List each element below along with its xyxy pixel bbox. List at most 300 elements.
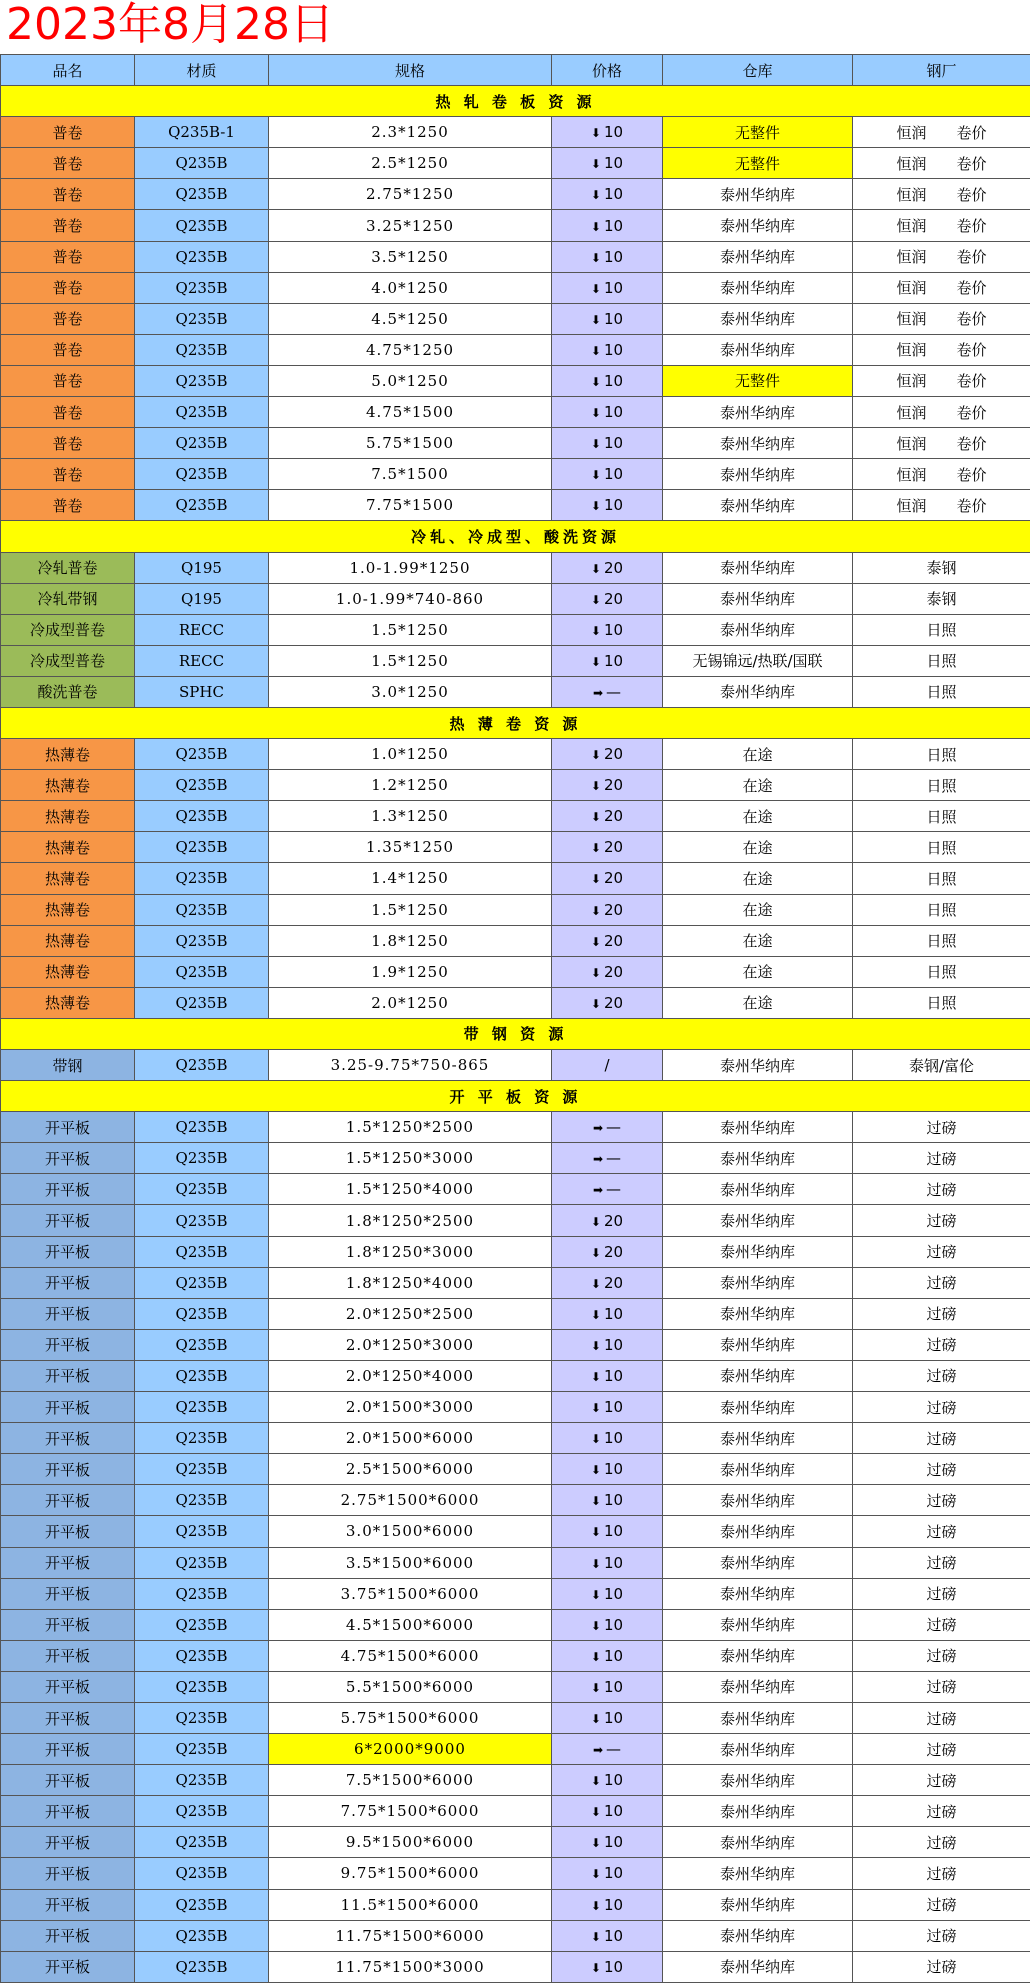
mill-cell <box>853 1827 1030 1858</box>
spec-cell: 2.0*1250*3000 <box>269 1329 552 1360</box>
product-name-cell: 开平板 <box>1 1205 135 1236</box>
section-header-row <box>1 521 1030 552</box>
price-change-value: 20 <box>604 963 623 981</box>
spec-cell: 1.2*1250 <box>269 770 552 801</box>
material-cell: RECC <box>135 614 269 645</box>
table-row <box>1 1423 1030 1454</box>
warehouse-cell: 泰州华纳库 <box>663 1640 853 1671</box>
mill-cell <box>853 334 1030 365</box>
product-name-cell: 开平板 <box>1 1485 135 1516</box>
arrow-down-icon: ⬇ <box>591 126 601 140</box>
warehouse-cell: 泰州华纳库 <box>663 1734 853 1765</box>
spec-cell: 1.0*1250 <box>269 739 552 770</box>
warehouse-cell: 泰州华纳库 <box>663 1329 853 1360</box>
price-cell <box>552 552 663 583</box>
arrow-down-icon: ⬇ <box>591 1432 601 1446</box>
arrow-down-icon: ⬇ <box>591 1867 601 1881</box>
arrow-down-icon: ⬇ <box>591 1774 601 1788</box>
spec-cell: 7.75*1500*6000 <box>269 1796 552 1827</box>
section-title: 热 轧 卷 板 资 源 <box>1 86 1030 117</box>
material-cell: Q235B <box>135 956 269 987</box>
spec-cell: 4.5*1500*6000 <box>269 1609 552 1640</box>
mill-name: 泰钢/富伦 <box>909 1057 974 1075</box>
arrow-down-icon: ⬇ <box>591 1215 601 1229</box>
spec-cell: 1.9*1250 <box>269 956 552 987</box>
material-cell: Q235B <box>135 1796 269 1827</box>
spec-cell: 9.5*1500*6000 <box>269 1827 552 1858</box>
price-basis-label: 卷价 <box>957 217 987 235</box>
spec-cell: 1.8*1250 <box>269 925 552 956</box>
arrow-down-icon: ⬇ <box>591 1463 601 1477</box>
mill-name: 日照 <box>926 839 956 857</box>
price-basis-label: 卷价 <box>957 497 987 515</box>
arrow-down-icon: ⬇ <box>591 282 601 296</box>
material-cell: Q235B <box>135 1485 269 1516</box>
mill-name: 过磅 <box>926 1181 956 1199</box>
table-row <box>1 801 1030 832</box>
material-cell: Q235B <box>135 1329 269 1360</box>
table-row <box>1 1174 1030 1205</box>
table-row <box>1 1360 1030 1391</box>
mill-name: 日照 <box>926 621 956 639</box>
mill-cell <box>853 428 1030 459</box>
mill-cell <box>853 1578 1030 1609</box>
warehouse-cell: 泰州华纳库 <box>663 1360 853 1391</box>
product-name-cell: 开平板 <box>1 1547 135 1578</box>
spec-cell: 7.5*1500 <box>269 459 552 490</box>
mill-cell <box>853 1112 1030 1143</box>
section-title: 带 钢 资 源 <box>1 1018 1030 1049</box>
product-name-cell: 普卷 <box>1 365 135 396</box>
mill-name: 恒润 <box>896 217 926 235</box>
mill-cell <box>853 1671 1030 1702</box>
warehouse-cell: 泰州华纳库 <box>663 1423 853 1454</box>
product-name-cell: 热薄卷 <box>1 987 135 1018</box>
warehouse-cell: 泰州华纳库 <box>663 459 853 490</box>
price-change-value: 10 <box>604 1896 623 1914</box>
product-name-cell: 热薄卷 <box>1 894 135 925</box>
arrow-down-icon: ⬇ <box>591 499 601 513</box>
price-table-body <box>1 55 1030 1983</box>
product-name-cell: 热薄卷 <box>1 739 135 770</box>
table-row <box>1 1485 1030 1516</box>
spec-cell: 2.75*1250 <box>269 179 552 210</box>
spec-cell: 1.0-1.99*1250 <box>269 552 552 583</box>
price-change-value: 10 <box>604 1709 623 1727</box>
table-row <box>1 1267 1030 1298</box>
col-header-price: 价格 <box>552 55 663 86</box>
price-change-value: 20 <box>604 745 623 763</box>
product-name-cell: 开平板 <box>1 1454 135 1485</box>
table-row <box>1 148 1030 179</box>
material-cell: Q235B <box>135 801 269 832</box>
table-row <box>1 117 1030 148</box>
mill-cell <box>853 272 1030 303</box>
table-row <box>1 1640 1030 1671</box>
arrow-down-icon: ⬇ <box>591 1370 601 1384</box>
arrow-down-icon: ⬇ <box>591 1494 601 1508</box>
price-cell <box>552 801 663 832</box>
mill-name: 过磅 <box>926 1150 956 1168</box>
price-change-value: 10 <box>604 248 623 266</box>
table-row <box>1 1765 1030 1796</box>
material-cell: Q235B <box>135 1547 269 1578</box>
material-cell: Q235B <box>135 863 269 894</box>
mill-cell <box>853 1485 1030 1516</box>
mill-cell <box>853 925 1030 956</box>
arrow-down-icon: ⬇ <box>591 810 601 824</box>
price-cell <box>552 117 663 148</box>
product-name-cell: 普卷 <box>1 334 135 365</box>
mill-name: 日照 <box>926 932 956 950</box>
table-row <box>1 614 1030 645</box>
mill-name: 过磅 <box>926 1834 956 1852</box>
arrow-down-icon: ⬇ <box>591 220 601 234</box>
price-change-value: 20 <box>604 901 623 919</box>
material-cell: Q235B <box>135 272 269 303</box>
warehouse-cell: 在途 <box>663 894 853 925</box>
mill-name: 日照 <box>926 901 956 919</box>
product-name-cell: 开平板 <box>1 1796 135 1827</box>
material-cell: Q235B <box>135 490 269 521</box>
mill-name: 过磅 <box>926 1523 956 1541</box>
warehouse-cell: 泰州华纳库 <box>663 1485 853 1516</box>
product-name-cell: 普卷 <box>1 272 135 303</box>
product-name-cell: 开平板 <box>1 1329 135 1360</box>
mill-name: 过磅 <box>926 1119 956 1137</box>
arrow-down-icon: ⬇ <box>591 375 601 389</box>
warehouse-cell: 泰州华纳库 <box>663 1951 853 1982</box>
product-name-cell: 普卷 <box>1 210 135 241</box>
price-change-value: 20 <box>604 1212 623 1230</box>
spec-cell: 3.25*1250 <box>269 210 552 241</box>
table-row <box>1 1734 1030 1765</box>
warehouse-cell: 泰州华纳库 <box>663 428 853 459</box>
mill-name: 日照 <box>926 652 956 670</box>
table-row <box>1 676 1030 707</box>
spec-cell: 3.75*1500*6000 <box>269 1578 552 1609</box>
table-row <box>1 459 1030 490</box>
section-header-row <box>1 1018 1030 1049</box>
price-cell <box>552 894 663 925</box>
warehouse-cell: 在途 <box>663 770 853 801</box>
arrow-down-icon: ⬇ <box>591 1681 601 1695</box>
price-cell <box>552 1951 663 1982</box>
mill-name: 过磅 <box>926 1927 956 1945</box>
price-cell <box>552 863 663 894</box>
product-name-cell: 普卷 <box>1 490 135 521</box>
table-row <box>1 1796 1030 1827</box>
product-name-cell: 开平板 <box>1 1827 135 1858</box>
mill-name: 恒润 <box>896 372 926 390</box>
arrow-down-icon: ⬇ <box>591 406 601 420</box>
product-name-cell: 普卷 <box>1 397 135 428</box>
product-name-cell: 开平板 <box>1 1298 135 1329</box>
mill-name: 过磅 <box>926 1336 956 1354</box>
material-cell: Q235B <box>135 1734 269 1765</box>
spec-cell: 4.0*1250 <box>269 272 552 303</box>
material-cell: Q235B <box>135 1640 269 1671</box>
price-change-value: 10 <box>604 1522 623 1540</box>
price-change-value: 10 <box>604 1616 623 1634</box>
spec-cell: 5.5*1500*6000 <box>269 1671 552 1702</box>
price-cell <box>552 832 663 863</box>
price-table <box>0 54 1030 1983</box>
mill-name: 过磅 <box>926 1616 956 1634</box>
warehouse-cell: 泰州华纳库 <box>663 583 853 614</box>
mill-name: 恒润 <box>896 248 926 266</box>
mill-cell <box>853 645 1030 676</box>
mill-cell <box>853 1765 1030 1796</box>
spec-cell: 11.5*1500*6000 <box>269 1889 552 1920</box>
product-name-cell: 普卷 <box>1 241 135 272</box>
table-row <box>1 1578 1030 1609</box>
mill-name: 过磅 <box>926 1710 956 1728</box>
warehouse-cell: 泰州华纳库 <box>663 1889 853 1920</box>
price-cell <box>552 1298 663 1329</box>
arrow-down-icon: ⬇ <box>591 344 601 358</box>
material-cell: Q235B <box>135 1174 269 1205</box>
material-cell: Q235B <box>135 1671 269 1702</box>
table-row <box>1 210 1030 241</box>
table-row <box>1 1671 1030 1702</box>
price-change-value: 10 <box>604 217 623 235</box>
price-cell <box>552 1796 663 1827</box>
mill-name: 恒润 <box>896 124 926 142</box>
arrow-down-icon: ⬇ <box>591 779 601 793</box>
mill-cell <box>853 397 1030 428</box>
material-cell: Q235B <box>135 770 269 801</box>
spec-cell: 6*2000*9000 <box>269 1734 552 1765</box>
price-cell <box>552 272 663 303</box>
mill-name: 过磅 <box>926 1367 956 1385</box>
mill-cell <box>853 614 1030 645</box>
warehouse-cell: 泰州华纳库 <box>663 490 853 521</box>
warehouse-cell: 泰州华纳库 <box>663 614 853 645</box>
mill-name: 过磅 <box>926 1305 956 1323</box>
warehouse-cell: 泰州华纳库 <box>663 1454 853 1485</box>
price-change-value: 10 <box>604 154 623 172</box>
section-title: 热 薄 卷 资 源 <box>1 707 1030 738</box>
warehouse-cell: 在途 <box>663 956 853 987</box>
col-header-warehouse: 仓库 <box>663 55 853 86</box>
material-cell: RECC <box>135 645 269 676</box>
table-row <box>1 1516 1030 1547</box>
spec-cell: 3.5*1250 <box>269 241 552 272</box>
arrow-down-icon: ⬇ <box>591 1899 601 1913</box>
price-cell <box>552 179 663 210</box>
product-name-cell: 冷轧普卷 <box>1 552 135 583</box>
col-header-mill: 钢厂 <box>853 55 1030 86</box>
mill-name: 日照 <box>926 808 956 826</box>
price-change-value: 20 <box>604 1274 623 1292</box>
mill-cell <box>853 117 1030 148</box>
arrow-down-icon: ⬇ <box>591 1525 601 1539</box>
product-name-cell: 开平板 <box>1 1236 135 1267</box>
spec-cell: 3.5*1500*6000 <box>269 1547 552 1578</box>
mill-cell <box>853 894 1030 925</box>
arrow-down-icon: ⬇ <box>591 904 601 918</box>
mill-name: 过磅 <box>926 1647 956 1665</box>
table-row <box>1 1609 1030 1640</box>
warehouse-cell: 泰州华纳库 <box>663 210 853 241</box>
price-cell <box>552 1702 663 1733</box>
warehouse-cell: 无整件 <box>663 117 853 148</box>
mill-cell <box>853 801 1030 832</box>
arrow-down-icon: ⬇ <box>591 251 601 265</box>
mill-name: 过磅 <box>926 1492 956 1510</box>
arrow-down-icon: ⬇ <box>591 966 601 980</box>
product-name-cell: 开平板 <box>1 1858 135 1889</box>
product-name-cell: 开平板 <box>1 1920 135 1951</box>
material-cell: Q235B <box>135 334 269 365</box>
product-name-cell: 普卷 <box>1 428 135 459</box>
material-cell: Q235B <box>135 987 269 1018</box>
price-cell <box>552 1360 663 1391</box>
page-title: 2023年8月28日 <box>6 0 334 54</box>
price-change-value: 20 <box>604 994 623 1012</box>
mill-cell <box>853 552 1030 583</box>
material-cell: Q235B <box>135 1858 269 1889</box>
spec-cell: 1.4*1250 <box>269 863 552 894</box>
price-cell <box>552 1827 663 1858</box>
table-row <box>1 1329 1030 1360</box>
product-name-cell: 冷轧带钢 <box>1 583 135 614</box>
spec-cell: 1.5*1250*4000 <box>269 1174 552 1205</box>
material-cell: Q195 <box>135 552 269 583</box>
arrow-down-icon: ⬇ <box>591 1650 601 1664</box>
spec-cell: 7.5*1500*6000 <box>269 1765 552 1796</box>
price-cell <box>552 1236 663 1267</box>
table-row <box>1 1236 1030 1267</box>
spec-cell: 9.75*1500*6000 <box>269 1858 552 1889</box>
price-cell <box>552 1516 663 1547</box>
mill-cell <box>853 1454 1030 1485</box>
section-header-row <box>1 707 1030 738</box>
price-change-value: 10 <box>604 1678 623 1696</box>
table-row <box>1 1827 1030 1858</box>
warehouse-cell: 在途 <box>663 987 853 1018</box>
price-cell <box>552 739 663 770</box>
mill-cell <box>853 490 1030 521</box>
spec-cell: 2.0*1250*2500 <box>269 1298 552 1329</box>
product-name-cell: 开平板 <box>1 1702 135 1733</box>
mill-cell <box>853 1050 1030 1081</box>
price-basis-label: 卷价 <box>957 466 987 484</box>
spec-cell: 11.75*1500*3000 <box>269 1951 552 1982</box>
arrow-down-icon: ⬇ <box>591 593 601 607</box>
spec-cell: 5.0*1250 <box>269 365 552 396</box>
material-cell: Q235B <box>135 1454 269 1485</box>
price-change-value: — <box>606 683 621 701</box>
mill-name: 恒润 <box>896 466 926 484</box>
price-change-value: 10 <box>604 1367 623 1385</box>
arrow-down-icon: ⬇ <box>591 313 601 327</box>
price-change-value: 20 <box>604 932 623 950</box>
material-cell: Q235B <box>135 1205 269 1236</box>
spec-cell: 1.0-1.99*740-860 <box>269 583 552 614</box>
mill-name: 过磅 <box>926 1741 956 1759</box>
section-header-row <box>1 86 1030 117</box>
price-cell <box>552 490 663 521</box>
price-cell <box>552 1392 663 1423</box>
product-name-cell: 热薄卷 <box>1 770 135 801</box>
price-cell <box>552 148 663 179</box>
spec-cell: 1.5*1250*2500 <box>269 1112 552 1143</box>
mill-cell <box>853 956 1030 987</box>
material-cell: Q235B <box>135 459 269 490</box>
price-cell <box>552 1640 663 1671</box>
mill-cell <box>853 1640 1030 1671</box>
price-cell <box>552 645 663 676</box>
product-name-cell: 开平板 <box>1 1360 135 1391</box>
warehouse-cell: 泰州华纳库 <box>663 1547 853 1578</box>
price-change-value: 10 <box>604 1585 623 1603</box>
table-row <box>1 1205 1030 1236</box>
table-row <box>1 397 1030 428</box>
arrow-down-icon: ⬇ <box>591 1401 601 1415</box>
spec-cell: 1.5*1250 <box>269 645 552 676</box>
spec-cell: 4.75*1250 <box>269 334 552 365</box>
product-name-cell: 酸洗普卷 <box>1 676 135 707</box>
price-change-value: 10 <box>604 621 623 639</box>
warehouse-cell: 泰州华纳库 <box>663 179 853 210</box>
mill-name: 过磅 <box>926 1678 956 1696</box>
product-name-cell: 带钢 <box>1 1050 135 1081</box>
arrow-down-icon: ⬇ <box>591 997 601 1011</box>
price-cell <box>552 1267 663 1298</box>
price-cell <box>552 1485 663 1516</box>
price-basis-label: 卷价 <box>957 372 987 390</box>
price-change-value: 10 <box>604 1460 623 1478</box>
warehouse-cell: 无整件 <box>663 148 853 179</box>
warehouse-cell: 在途 <box>663 925 853 956</box>
material-cell: Q235B <box>135 894 269 925</box>
warehouse-cell: 泰州华纳库 <box>663 1516 853 1547</box>
spec-cell: 2.75*1500*6000 <box>269 1485 552 1516</box>
warehouse-cell: 泰州华纳库 <box>663 1392 853 1423</box>
price-cell <box>552 334 663 365</box>
material-cell: Q235B <box>135 1423 269 1454</box>
arrow-down-icon: ⬇ <box>591 872 601 886</box>
price-cell <box>552 676 663 707</box>
mill-cell <box>853 1329 1030 1360</box>
price-change-value: — <box>606 1740 621 1758</box>
mill-name: 日照 <box>926 746 956 764</box>
product-name-cell: 普卷 <box>1 117 135 148</box>
mill-cell <box>853 1796 1030 1827</box>
arrow-down-icon: ⬇ <box>591 655 601 669</box>
spec-cell: 1.3*1250 <box>269 801 552 832</box>
spec-cell: 4.5*1250 <box>269 303 552 334</box>
mill-name: 恒润 <box>896 435 926 453</box>
col-header-spec: 规格 <box>269 55 552 86</box>
mill-cell <box>853 303 1030 334</box>
price-change-value: 10 <box>604 1864 623 1882</box>
price-change-value: — <box>606 1118 621 1136</box>
price-cell <box>552 1050 663 1081</box>
mill-cell <box>853 1609 1030 1640</box>
material-cell: Q235B <box>135 925 269 956</box>
price-change-value: 10 <box>604 1927 623 1945</box>
material-cell: Q235B <box>135 1889 269 1920</box>
price-change-value: 10 <box>604 1305 623 1323</box>
mill-cell <box>853 241 1030 272</box>
table-row <box>1 1454 1030 1485</box>
mill-name: 日照 <box>926 683 956 701</box>
table-row <box>1 863 1030 894</box>
arrow-down-icon: ⬇ <box>591 1712 601 1726</box>
